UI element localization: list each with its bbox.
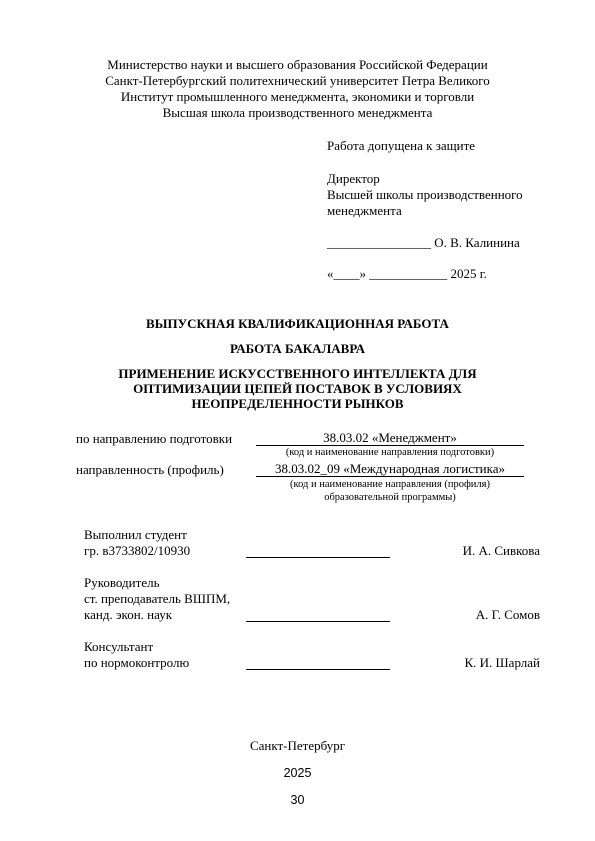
ministry-line: Министерство науки и высшего образования Российской Федерации [107, 57, 488, 72]
approval-date-line: «____» ____________ 2025 г. [327, 266, 487, 281]
work-type-title: ВЫПУСКНАЯ КВАЛИФИКАЦИОННАЯ РАБОТА [146, 316, 449, 331]
supervisor-name: А. Г. Сомов [475, 607, 540, 622]
topic-line1: ПРИМЕНЕНИЕ ИСКУССТВЕННОГО ИНТЕЛЛЕКТА ДЛЯ [118, 366, 477, 381]
direction-value: 38.03.02 «Менеджмент» [323, 430, 457, 445]
admitted-text: Работа допущена к защите [327, 138, 476, 153]
degree-title: РАБОТА БАКАЛАВРА [230, 341, 365, 356]
consultant-area: по нормоконтролю [84, 655, 190, 670]
director-dept-line2: менеджмента [327, 203, 402, 218]
institute-line: Институт промышленного менеджмента, экономики и торговли [120, 89, 475, 104]
profile-note-line1: (код и наименование направления (профиля) [290, 479, 490, 490]
student-role: Выполнил студент [84, 527, 187, 542]
consultant-role: Консультант [84, 639, 154, 654]
supervisor-role: Руководитель [84, 575, 160, 590]
school-line: Высшая школа производственного менеджмента [162, 105, 433, 120]
student-signature-line [246, 557, 390, 558]
direction-label: по направлению подготовки [76, 431, 233, 446]
page-number: 30 [290, 793, 305, 807]
city: Санкт-Петербург [249, 738, 346, 753]
director-role: Директор [327, 171, 380, 186]
year: 2025 [283, 766, 312, 780]
profile-note-line2: образовательной программы) [324, 492, 456, 503]
direction-note: (код и наименование направления подготовки) [285, 447, 495, 458]
supervisor-signature-line [246, 621, 390, 622]
supervisor-position: ст. преподаватель ВШПМ, [84, 591, 231, 606]
student-group: гр. в3733802/10930 [84, 543, 191, 558]
profile-underline [256, 476, 524, 477]
consultant-name: К. И. Шарлай [464, 655, 540, 670]
student-name: И. А. Сивкова [462, 543, 540, 558]
director-signature-line: ________________ О. В. Калинина [327, 235, 520, 250]
topic-line3: НЕОПРЕДЕЛЕННОСТИ РЫНКОВ [191, 396, 404, 411]
profile-value: 38.03.02_09 «Международная логистика» [274, 461, 505, 476]
topic-line2: ОПТИМИЗАЦИИ ЦЕПЕЙ ПОСТАВОК В УСЛОВИЯХ [133, 381, 462, 396]
supervisor-degree: канд. экон. наук [84, 607, 173, 622]
profile-label: направленность (профиль) [76, 462, 224, 477]
director-dept-line1: Высшей школы производственного [327, 187, 523, 202]
consultant-signature-line [246, 669, 390, 670]
university-line: Санкт-Петербургский политехнический университет Петра Великого [105, 73, 490, 88]
